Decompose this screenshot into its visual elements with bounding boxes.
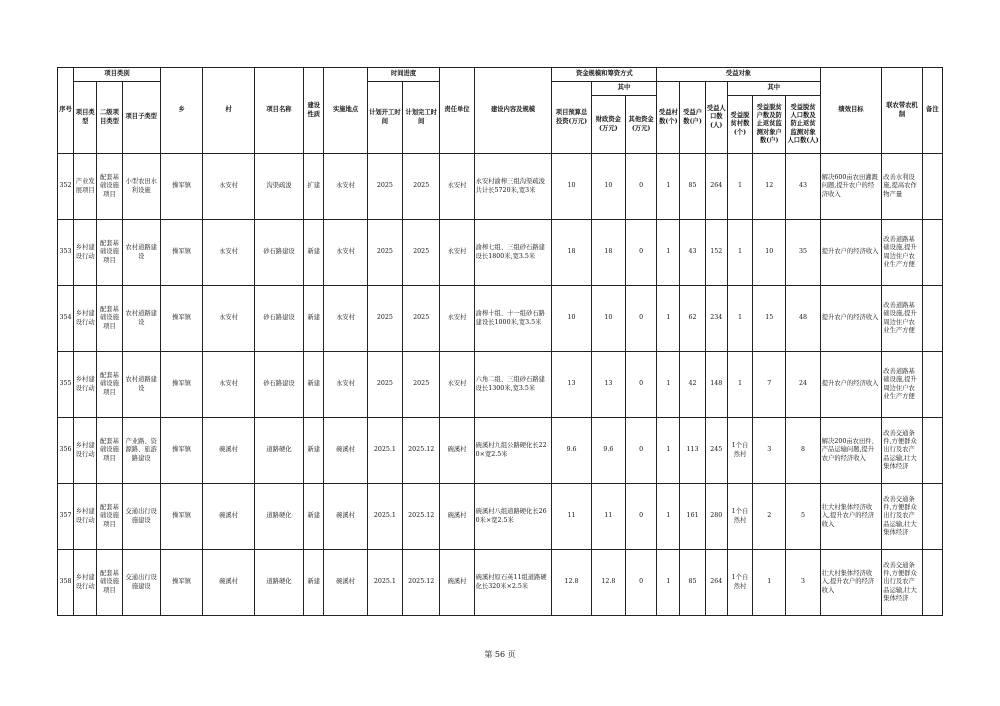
cell-farmer-mechanism: 改善交通条件,方便群众出行及农产品运输,壮大集体经济: [882, 484, 922, 550]
cell-benefit-poor-villages: 1: [727, 154, 752, 220]
cell-benefit-households: 62: [680, 286, 705, 352]
cell-content-scale: 碗溪村八组道路硬化长260米×宽2.5米: [474, 484, 552, 550]
col-second-level-type: 二级项目类型: [97, 82, 122, 154]
col-funding: 资金规模和筹资方式: [552, 68, 657, 82]
cell-performance-goal: 提升农户的经济收入: [820, 352, 882, 418]
cell-benefit-poor-villages: 1个自然村: [727, 550, 752, 616]
cell-remarks: [922, 352, 942, 418]
cell-other-funds: 0: [625, 418, 656, 484]
col-benefit-poor-households: 受益脱贫户数及防止返贫监测对象户数(户): [753, 96, 786, 154]
cell-project-name: 道路硬化: [254, 484, 303, 550]
cell-benefit-poor-households: 12: [753, 154, 786, 220]
cell-plan-start: 2025: [367, 286, 402, 352]
cell-benefit-poor-households: 1: [753, 550, 786, 616]
cell-seq: 357: [58, 484, 74, 550]
cell-other-funds: 0: [625, 154, 656, 220]
cell-construction-nature: 新建: [304, 352, 324, 418]
cell-project-name: 道路硬化: [254, 550, 303, 616]
project-table: [57, 67, 943, 616]
cell-township: 操军镇: [160, 220, 202, 286]
page-number: 第 56 页: [484, 650, 516, 659]
cell-benefit-poor-villages: 1: [727, 220, 752, 286]
cell-fiscal-funds: 11: [591, 484, 625, 550]
cell-seq: 355: [58, 352, 74, 418]
cell-township: 操军镇: [160, 484, 202, 550]
cell-plan-start: 2025: [367, 220, 402, 286]
cell-construction-nature: 扩建: [304, 154, 324, 220]
cell-content-scale: 六角二组、三组砂石路建设长1300米,宽3.5米: [474, 352, 552, 418]
table-body: [58, 154, 943, 616]
cell-benefit-villages: 1: [657, 418, 680, 484]
cell-benefit-villages: 1: [657, 154, 680, 220]
cell-remarks: [922, 550, 942, 616]
cell-plan-start: 2025: [367, 352, 402, 418]
cell-seq: 352: [58, 154, 74, 220]
cell-benefit-population: 280: [705, 484, 727, 550]
col-total-budget: 项目预算总投资(万元): [552, 82, 591, 154]
cell-sub-type: 小型农田水利设施: [122, 154, 160, 220]
cell-township: 操军镇: [160, 352, 202, 418]
cell-second-level-type: 配套基础设施项目: [97, 418, 122, 484]
col-construction-nature: 建设性质: [304, 68, 324, 154]
cell-location: 碗溪村: [324, 550, 367, 616]
cell-benefit-households: 161: [680, 484, 705, 550]
col-project-category: 项目类别: [74, 68, 161, 82]
cell-location: 永安村: [324, 352, 367, 418]
cell-second-level-type: 配套基础设施项目: [97, 286, 122, 352]
cell-benefit-poor-villages: 1个自然村: [727, 418, 752, 484]
col-benefit-poor-villages: 受益脱贫村数(个): [727, 96, 752, 154]
cell-project-type: 乡村建设行动: [74, 220, 97, 286]
cell-seq: 354: [58, 286, 74, 352]
cell-content-scale: 永安村渝榨三组沟渠疏浚共计长5720米,宽3米: [474, 154, 552, 220]
cell-second-level-type: 配套基础设施项目: [97, 220, 122, 286]
cell-plan-end: 2025: [403, 154, 440, 220]
cell-responsible-unit: 碗溪村: [440, 550, 474, 616]
cell-project-type: 乡村建设行动: [74, 352, 97, 418]
cell-total-budget: 13: [552, 352, 591, 418]
cell-village: 碗溪村: [203, 418, 254, 484]
cell-construction-nature: 新建: [304, 286, 324, 352]
cell-sub-type: 交通出行设施建设: [122, 550, 160, 616]
col-project-name: 项目名称: [254, 68, 303, 154]
cell-benefit-households: 85: [680, 550, 705, 616]
cell-plan-end: 2025: [403, 352, 440, 418]
cell-benefit-villages: 1: [657, 220, 680, 286]
table-row: [58, 352, 943, 418]
cell-plan-end: 2025: [403, 286, 440, 352]
cell-project-type: 乡村建设行动: [74, 418, 97, 484]
cell-benefit-poor-population: 5: [786, 484, 820, 550]
cell-village: 碗溪村: [203, 484, 254, 550]
table-row: [58, 484, 943, 550]
project-table-sheet: [57, 67, 943, 616]
cell-benefit-population: 264: [705, 550, 727, 616]
cell-benefit-population: 148: [705, 352, 727, 418]
col-schedule: 时间进度: [367, 68, 440, 82]
cell-sub-type: 产业路、资源路、旅游路建设: [122, 418, 160, 484]
col-plan-end: 计划完工时间: [403, 82, 440, 154]
cell-farmer-mechanism: 改善道路基础设施,提升周边住户农业生产方便: [882, 220, 922, 286]
table-row: [58, 550, 943, 616]
cell-remarks: [922, 418, 942, 484]
cell-construction-nature: 新建: [304, 484, 324, 550]
col-of-which-2: 其中: [727, 82, 820, 96]
cell-second-level-type: 配套基础设施项目: [97, 484, 122, 550]
cell-remarks: [922, 220, 942, 286]
cell-benefit-poor-population: 35: [786, 220, 820, 286]
cell-performance-goal: 壮大村集体经济收入,提升农户的经济收入: [820, 484, 882, 550]
cell-benefit-villages: 1: [657, 286, 680, 352]
col-other-funds: 其他资金(万元): [625, 96, 656, 154]
col-remarks: 备注: [922, 68, 942, 154]
cell-village: 永安村: [203, 352, 254, 418]
cell-plan-end: 2025.12: [403, 484, 440, 550]
col-responsible-unit: 责任单位: [440, 68, 474, 154]
cell-benefit-poor-households: 3: [753, 418, 786, 484]
cell-benefit-poor-households: 2: [753, 484, 786, 550]
cell-performance-goal: 提升农户的经济收入: [820, 286, 882, 352]
cell-location: 永安村: [324, 220, 367, 286]
cell-sub-type: 农村道路建设: [122, 352, 160, 418]
cell-village: 碗溪村: [203, 550, 254, 616]
cell-total-budget: 10: [552, 286, 591, 352]
cell-content-scale: 碗溪村原石英11组道路硬化长320米×2.5米: [474, 550, 552, 616]
cell-responsible-unit: 永安村: [440, 352, 474, 418]
col-township: 乡: [160, 68, 202, 154]
cell-other-funds: 0: [625, 220, 656, 286]
cell-remarks: [922, 484, 942, 550]
cell-benefit-households: 43: [680, 220, 705, 286]
cell-project-name: 砂石路建设: [254, 352, 303, 418]
cell-construction-nature: 新建: [304, 220, 324, 286]
cell-project-name: 道路硬化: [254, 418, 303, 484]
cell-benefit-poor-households: 15: [753, 286, 786, 352]
cell-plan-end: 2025.12: [403, 550, 440, 616]
cell-other-funds: 0: [625, 550, 656, 616]
cell-benefit-poor-villages: 1个自然村: [727, 484, 752, 550]
cell-benefit-poor-population: 24: [786, 352, 820, 418]
cell-fiscal-funds: 13: [591, 352, 625, 418]
cell-content-scale: 渝榨七组、三组砂石路建设长1800米,宽3.5米: [474, 220, 552, 286]
cell-benefit-population: 264: [705, 154, 727, 220]
col-village: 村: [203, 68, 254, 154]
cell-benefit-villages: 1: [657, 352, 680, 418]
col-location: 实施地点: [324, 68, 367, 154]
cell-fiscal-funds: 18: [591, 220, 625, 286]
cell-project-type: 乡村建设行动: [74, 550, 97, 616]
col-farmer-mechanism: 联农带农机制: [882, 68, 922, 154]
cell-sub-type: 农村道路建设: [122, 286, 160, 352]
cell-construction-nature: 新建: [304, 418, 324, 484]
cell-responsible-unit: 永安村: [440, 286, 474, 352]
cell-benefit-poor-villages: 1: [727, 286, 752, 352]
cell-fiscal-funds: 10: [591, 154, 625, 220]
cell-sub-type: 农村道路建设: [122, 220, 160, 286]
cell-benefit-poor-population: 43: [786, 154, 820, 220]
col-fiscal-funds: 财政资金(万元): [591, 96, 625, 154]
cell-benefit-villages: 1: [657, 484, 680, 550]
cell-responsible-unit: 永安村: [440, 154, 474, 220]
cell-total-budget: 10: [552, 154, 591, 220]
cell-benefit-poor-population: 8: [786, 418, 820, 484]
cell-content-scale: 渝榨十组、十一组砂石路建设长1000米,宽3.5米: [474, 286, 552, 352]
cell-farmer-mechanism: 改善交通条件,方便群众出行及农产品运输,壮大集体经济: [882, 550, 922, 616]
cell-other-funds: 0: [625, 286, 656, 352]
cell-benefit-households: 85: [680, 154, 705, 220]
cell-second-level-type: 配套基础设施项目: [97, 550, 122, 616]
table-row: [58, 154, 943, 220]
cell-plan-end: 2025: [403, 220, 440, 286]
table-header: [58, 68, 943, 154]
cell-farmer-mechanism: 改善道路基础设施,提升周边住户农业生产方便: [882, 352, 922, 418]
cell-township: 操军镇: [160, 154, 202, 220]
cell-village: 永安村: [203, 286, 254, 352]
cell-total-budget: 12.8: [552, 550, 591, 616]
cell-project-type: 乡村建设行动: [74, 286, 97, 352]
cell-content-scale: 碗溪村九组公路硬化长220×宽2.5米: [474, 418, 552, 484]
cell-farmer-mechanism: 改善水利设施,提高农作物产量: [882, 154, 922, 220]
cell-second-level-type: 配套基础设施项目: [97, 352, 122, 418]
cell-project-name: 砂石路建设: [254, 286, 303, 352]
cell-benefit-poor-villages: 1: [727, 352, 752, 418]
cell-fiscal-funds: 10: [591, 286, 625, 352]
table-row: [58, 418, 943, 484]
cell-responsible-unit: 碗溪村: [440, 484, 474, 550]
cell-benefit-population: 245: [705, 418, 727, 484]
cell-project-type: 产业发展项目: [74, 154, 97, 220]
cell-responsible-unit: 永安村: [440, 220, 474, 286]
cell-benefit-villages: 1: [657, 550, 680, 616]
col-benefit-population: 受益人口数(人): [705, 82, 727, 154]
cell-sub-type: 交通出行设施建设: [122, 484, 160, 550]
col-project-type: 项目类型: [74, 82, 97, 154]
cell-benefit-poor-households: 7: [753, 352, 786, 418]
cell-township: 操军镇: [160, 286, 202, 352]
cell-benefit-population: 152: [705, 220, 727, 286]
cell-benefit-poor-population: 3: [786, 550, 820, 616]
cell-plan-start: 2025.1: [367, 550, 402, 616]
cell-farmer-mechanism: 改善道路基础设施,提升周边住户农业生产方便: [882, 286, 922, 352]
col-seq: 序号: [58, 68, 74, 154]
cell-benefit-households: 113: [680, 418, 705, 484]
cell-township: 操军镇: [160, 550, 202, 616]
cell-project-name: 砂石路建设: [254, 220, 303, 286]
cell-plan-start: 2025.1: [367, 484, 402, 550]
cell-village: 永安村: [203, 154, 254, 220]
cell-remarks: [922, 286, 942, 352]
cell-seq: 358: [58, 550, 74, 616]
cell-performance-goal: 壮大村集体经济收入,提升农户的经济收入: [820, 550, 882, 616]
cell-remarks: [922, 154, 942, 220]
cell-other-funds: 0: [625, 352, 656, 418]
cell-fiscal-funds: 9.6: [591, 418, 625, 484]
col-benefit-villages: 受益村数(个): [657, 82, 680, 154]
table-row: [58, 220, 943, 286]
cell-village: 永安村: [203, 220, 254, 286]
cell-second-level-type: 配套基础设施项目: [97, 154, 122, 220]
cell-benefit-poor-population: 48: [786, 286, 820, 352]
cell-total-budget: 11: [552, 484, 591, 550]
col-benefit-poor-population: 受益脱贫人口数及防止返贫监测对象人口数(人): [786, 96, 820, 154]
cell-performance-goal: 提升农户的经济收入: [820, 220, 882, 286]
cell-benefit-population: 234: [705, 286, 727, 352]
cell-total-budget: 18: [552, 220, 591, 286]
cell-farmer-mechanism: 改善交通条件,方便群众出行及农产品运输,壮大集体经济: [882, 418, 922, 484]
cell-location: 碗溪村: [324, 484, 367, 550]
cell-fiscal-funds: 12.8: [591, 550, 625, 616]
cell-plan-start: 2025.1: [367, 418, 402, 484]
cell-total-budget: 9.6: [552, 418, 591, 484]
col-of-which: 其中: [591, 82, 657, 96]
cell-benefit-households: 42: [680, 352, 705, 418]
table-row: [58, 286, 943, 352]
col-plan-start: 计划开工时间: [367, 82, 402, 154]
cell-seq: 356: [58, 418, 74, 484]
cell-other-funds: 0: [625, 484, 656, 550]
col-content-scale: 建设内容及规模: [474, 68, 552, 154]
col-benefit-households: 受益户数(户): [680, 82, 705, 154]
cell-performance-goal: 解决600亩农田灌溉问题,提升农户的经济收入: [820, 154, 882, 220]
cell-plan-end: 2025.12: [403, 418, 440, 484]
cell-project-name: 沟渠疏浚: [254, 154, 303, 220]
cell-benefit-poor-households: 10: [753, 220, 786, 286]
cell-construction-nature: 新建: [304, 550, 324, 616]
cell-responsible-unit: 碗溪村: [440, 418, 474, 484]
cell-location: 永安村: [324, 154, 367, 220]
cell-location: 永安村: [324, 286, 367, 352]
col-beneficiaries: 受益对象: [657, 68, 820, 82]
cell-seq: 353: [58, 220, 74, 286]
col-performance-goal: 绩效目标: [820, 68, 882, 154]
cell-location: 碗溪村: [324, 418, 367, 484]
col-sub-type: 项目子类型: [122, 82, 160, 154]
cell-township: 操军镇: [160, 418, 202, 484]
cell-plan-start: 2025: [367, 154, 402, 220]
cell-performance-goal: 解决200亩农田件、产品运输问题,提升农户的经济收入: [820, 418, 882, 484]
cell-project-type: 乡村建设行动: [74, 484, 97, 550]
